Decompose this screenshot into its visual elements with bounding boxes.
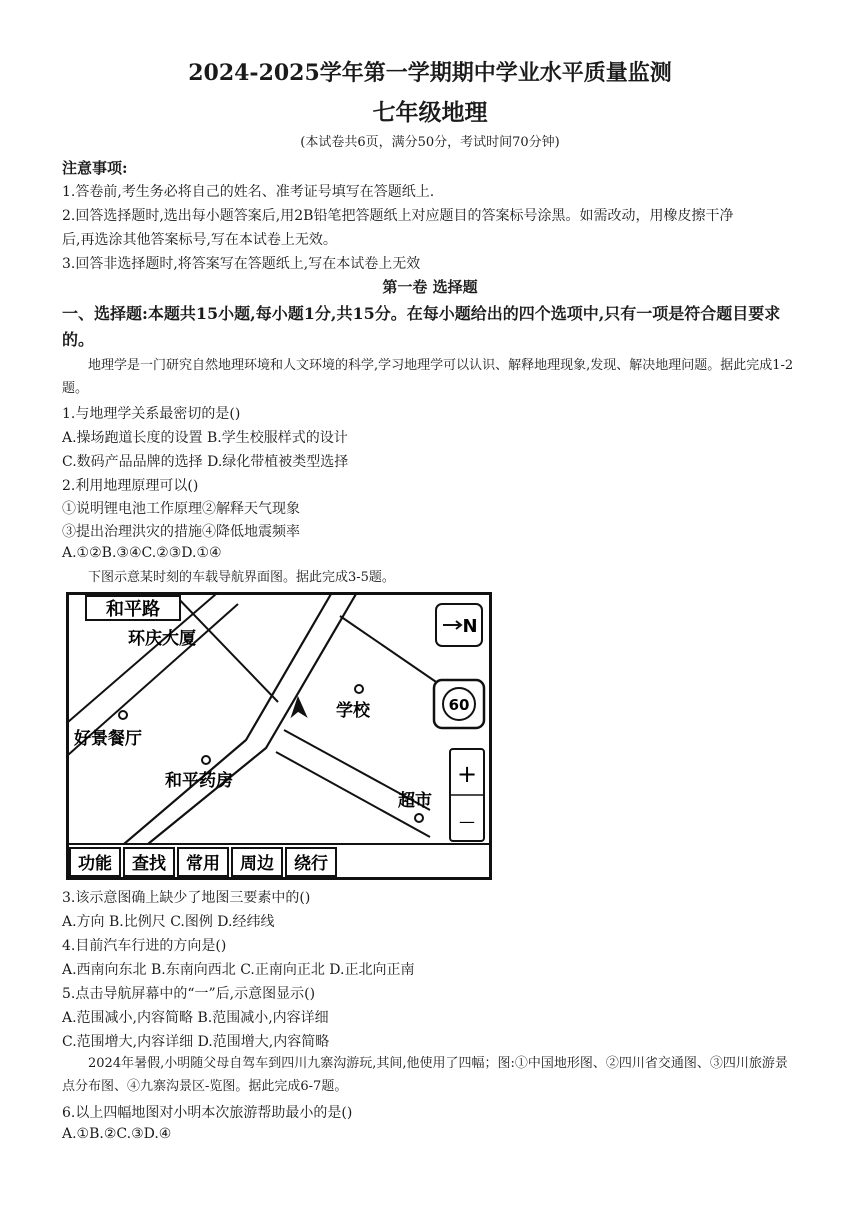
q3-stem: 3.该示意图确上缺少了地图三要素中的() <box>62 890 311 906</box>
notice-item-2a: 2.回答选择题时,选出每小题答案后,用2B铅笔把答题纸上对应题目的答案标号涂黑。如需改动，用橡皮擦干净 <box>62 208 734 224</box>
zoom-in-button[interactable]: + <box>456 760 478 788</box>
q6-options: A.①B.②C.③D.④ <box>62 1126 172 1142</box>
q1-stem: 1.与地理学关系最密切的是() <box>62 406 241 422</box>
toolbar-button-nearby[interactable]: 周边 <box>240 854 274 874</box>
passage-3: 2024年暑假,小明随父母自驾车到四川九寨沟游玩,其间,他使用了四幅；图:①中国地形图、②四川省交通图、③四川旅游景点分布图、④九寨沟景区-览图。据此完成6-7题。 <box>62 1056 788 1094</box>
toolbar-button-function[interactable]: 功能 <box>78 854 112 874</box>
poi-school-label: 学校 <box>336 701 370 721</box>
q5-stem: 5.点击导航屏幕中的“一”后,示意图显示() <box>62 986 316 1002</box>
q2-stem: 2.利用地理原理可以() <box>62 478 199 494</box>
poi-pharmacy-label: 和平药房 <box>165 771 233 791</box>
north-label: N <box>462 616 478 637</box>
q5-options-cd: C.范围增大,内容详细 D.范围增大,内容简略 <box>62 1034 330 1050</box>
q3-options: A.方向 B.比例尺 C.图例 D.经纬线 <box>62 914 275 930</box>
passage-2: 下图示意某时刻的车载导航界面图。据此完成3-5题。 <box>88 570 395 585</box>
q2-line-2: ③提出治理洪灾的措施④降低地震频率 <box>62 524 300 540</box>
section-instruction: 一、选择题:本题共15小题,每小题1分,共15分。在每小题给出的四个选项中,只有一项是符合题目要求的。 <box>62 304 781 349</box>
speed-limit-value: 60 <box>448 696 470 714</box>
q2-line-1: ①说明锂电池工作原理②解释天气现象 <box>62 501 300 517</box>
section-title: 第一卷 选择题 <box>382 278 478 296</box>
road-label: 和平路 <box>106 599 160 620</box>
notice-item-3: 3.回答非选择题时,将答案写在答题纸上,写在本试卷上无效 <box>62 256 421 272</box>
notice-heading: 注意事项: <box>62 159 128 177</box>
q2-options: A.①②B.③④C.②③D.①④ <box>62 545 222 561</box>
q4-stem: 4.目前汽车行进的方向是() <box>62 938 227 954</box>
toolbar-button-detour[interactable]: 绕行 <box>294 854 328 874</box>
poi-restaurant-label: 好景餐厅 <box>74 729 142 749</box>
q6-stem: 6.以上四幅地图对小明本次旅游帮助最小的是() <box>62 1105 353 1121</box>
zoom-out-button[interactable]: — <box>459 812 475 831</box>
poi-supermarket-label: 超市 <box>398 791 432 811</box>
toolbar-button-common[interactable]: 常用 <box>186 854 220 874</box>
navigation-map <box>66 592 492 880</box>
passage-1: 地理学是一门研究自然地理环境和人文环境的科学,学习地理学可以认识、解释地理现象,发现、解决地理问题。据此完成1-2题。 <box>62 358 794 396</box>
notice-item-2b: 后,再选涂其他答案标号,写在本试卷上无效。 <box>62 232 337 248</box>
exam-title: 2024-2025学年第一学期期中学业水平质量监测 <box>188 60 672 86</box>
q1-options-cd: C.数码产品品牌的选择 D.绿化带植被类型选择 <box>62 454 349 470</box>
notice-item-1: 1.答卷前,考生务必将自己的姓名、准考证号填写在答题纸上. <box>62 184 435 200</box>
toolbar-button-search[interactable]: 查找 <box>132 854 166 874</box>
exam-subject: 七年级地理 <box>372 99 488 126</box>
q5-options-ab: A.范围减小,内容简略 B.范围减小,内容详细 <box>62 1010 329 1026</box>
q4-options: A.西南向东北 B.东南向西北 C.正南向正北 D.正北向正南 <box>62 962 415 978</box>
q1-options-ab: A.操场跑道长度的设置 B.学生校服样式的设计 <box>62 430 348 446</box>
exam-note: (本试卷共6页，满分50分，考试时间70分钟) <box>300 135 560 150</box>
poi-huanqing-label: 环庆大厦 <box>128 629 196 649</box>
